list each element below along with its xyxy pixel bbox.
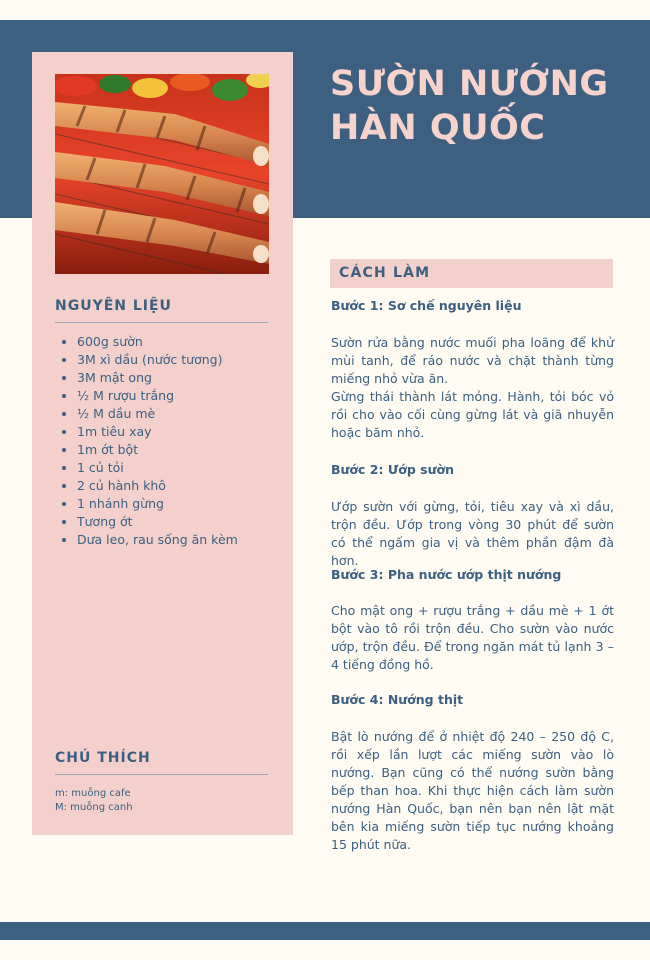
footer-band xyxy=(0,922,650,940)
step-3-title: Bước 3: Pha nước ướp thịt nướng xyxy=(331,567,562,582)
step-3-body xyxy=(331,602,614,674)
method-heading: CÁCH LÀM xyxy=(339,265,431,281)
step-1-paragraph: Sườn rửa bằng nước muối pha loãng để khử mùi tanh, để ráo nước và chặt thành từng miếng nhỏ vừa ăn. xyxy=(331,335,614,386)
recipe-title xyxy=(330,62,640,150)
ingredients-heading: NGUYÊN LIỆU xyxy=(55,298,268,323)
step-1-title: Bước 1: Sơ chế nguyên liệu xyxy=(331,298,522,313)
step-3-paragraph: Cho mật ong + rượu trắng + dầu mè + 1 ớt bột vào tô rồi trộn đều. Cho sườn vào nước ướp, trộn đều. Để trong ngăn mát tủ lạnh 3 – 4 tiếng đồng hồ. xyxy=(331,603,614,672)
step-4-title: Bước 4: Nướng thịt xyxy=(331,692,464,707)
step-1-body xyxy=(331,334,614,442)
ingredient-item: • Dưa leo, rau sống ăn kèm xyxy=(77,531,302,549)
step-2-paragraph: Ướp sườn với gừng, tỏi, tiêu xay và xì dầu, trộn đều. Ướp trong vòng 30 phút để sườn có thể ngấm gia vị và thêm phần đậm đà hơn. xyxy=(331,499,614,568)
step-4-paragraph: Bật lò nướng để ở nhiệt độ 240 – 250 độ C, rồi xếp lần lượt các miếng sườn vào lò nướng. Bạn cũng có thể nướng sườn bằng bếp than hoa. Khi thực hiện cách làm sườn nướng Hàn Quốc, bạn nên bạn nên lật mặt bên kia miếng sườn tiếp tục nướng khoảng 15 phút nữa. xyxy=(331,729,614,852)
note-line: M: muỗng canh xyxy=(55,802,133,813)
step-2-title: Bước 2: Ướp sườn xyxy=(331,462,454,477)
ingredient-item: • 2 củ hành khô xyxy=(77,477,302,495)
method-heading-box xyxy=(330,259,613,288)
ingredient-item: • 1 nhánh gừng xyxy=(77,495,302,513)
title-line-2: HÀN QUỐC xyxy=(330,108,546,148)
note-line: m: muỗng cafe xyxy=(55,788,131,799)
notes-heading: CHÚ THÍCH xyxy=(55,750,268,775)
grilled-ribs-illustration xyxy=(55,74,269,274)
ingredient-item: • 3M xì dầu (nước tương) xyxy=(77,351,302,369)
ingredient-item: • 1m ớt bột xyxy=(77,441,302,459)
ingredient-item: • Tương ớt xyxy=(77,513,302,531)
step-2-body xyxy=(331,498,614,570)
ingredient-item: • 3M mật ong xyxy=(77,369,302,387)
step-1-paragraph: Gừng thái thành lát mỏng. Hành, tỏi bóc vỏ rồi cho vào cối cùng gừng lát và giã nhuyễn hoặc băm nhỏ. xyxy=(331,389,614,440)
ingredient-item: • 600g sườn xyxy=(77,333,302,351)
step-4-body xyxy=(331,728,614,854)
ingredients-panel xyxy=(32,52,293,835)
ingredient-item: • ½ M dầu mè xyxy=(77,405,302,423)
ingredient-item: • ½ M rượu trắng xyxy=(77,387,302,405)
grilled-ribs-photo xyxy=(55,74,269,274)
ingredient-item: • 1m tiêu xay xyxy=(77,423,302,441)
ingredient-item: • 1 củ tỏi xyxy=(77,459,302,477)
notes-text xyxy=(55,787,270,815)
ingredients-list xyxy=(55,333,302,549)
title-line-1: SƯỜN NƯỚNG xyxy=(330,64,609,104)
